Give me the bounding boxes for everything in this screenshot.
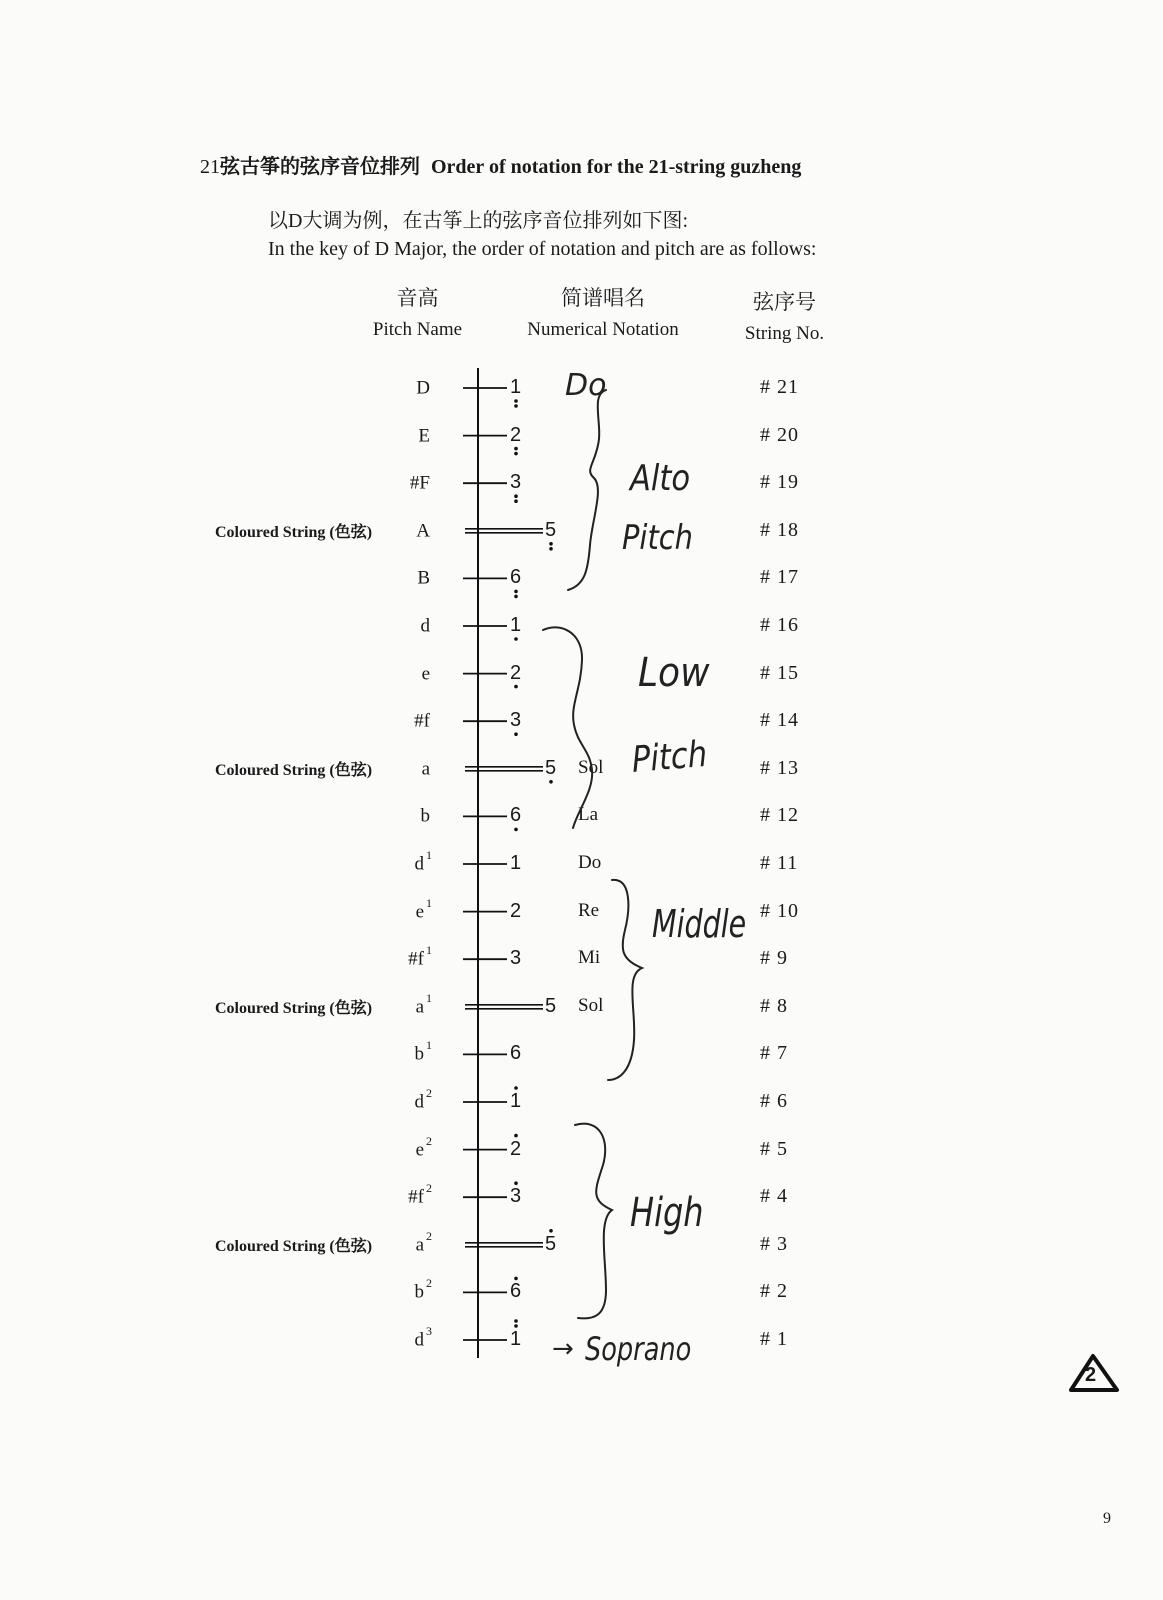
pitch-octave: 2 bbox=[426, 1133, 432, 1148]
pitch-letter: b bbox=[414, 1043, 424, 1065]
handwritten-low: Low bbox=[638, 650, 710, 696]
middle-brace bbox=[608, 880, 642, 1080]
string-number: # 12 bbox=[760, 804, 799, 827]
notation-number: 5 bbox=[545, 1232, 557, 1255]
pitch-letter: d bbox=[420, 615, 430, 637]
handwritten-alto-pitch: Pitch bbox=[622, 518, 694, 558]
pitch-letter: E bbox=[418, 424, 430, 446]
pitch-letter: a bbox=[415, 996, 424, 1018]
notation-number: 2 bbox=[510, 661, 522, 684]
handwritten-high: High bbox=[630, 1190, 704, 1236]
alto-brace bbox=[568, 390, 606, 590]
coloured-string-label: Coloured String (色弦) bbox=[215, 523, 373, 541]
string-number: # 3 bbox=[760, 1232, 788, 1255]
handwritten-soprano-arrow: → bbox=[552, 1334, 574, 1364]
pitch-letter: #F bbox=[409, 472, 430, 494]
string-number: # 1 bbox=[760, 1328, 788, 1350]
intro-en: In the key of D Major, the order of notation and pitch are as follows: bbox=[268, 238, 817, 260]
pitch-octave: 2 bbox=[426, 1276, 432, 1291]
string-number: # 4 bbox=[760, 1185, 788, 1208]
handwritten-soprano: Soprano bbox=[585, 1330, 692, 1368]
pitch-letter: d bbox=[414, 1091, 424, 1113]
solfege-syllable: La bbox=[578, 804, 599, 826]
pitch-octave: 1 bbox=[426, 1038, 432, 1053]
pitch-letter: D bbox=[416, 377, 430, 399]
pitch-letter: e bbox=[415, 1138, 424, 1160]
pitch-letter: #f bbox=[408, 1186, 424, 1208]
pitch-octave: 2 bbox=[426, 1228, 432, 1243]
notation-number: 1 bbox=[510, 1090, 522, 1112]
notation-number: 1 bbox=[510, 614, 522, 636]
notation-number: 6 bbox=[510, 1280, 522, 1303]
solfege-syllable: Sol bbox=[578, 994, 604, 1016]
string-number: # 6 bbox=[760, 1090, 788, 1112]
pitch-letter: #f bbox=[414, 710, 430, 732]
handwritten-alto: Alto bbox=[630, 458, 691, 499]
pitch-octave: 3 bbox=[426, 1324, 432, 1338]
notation-number: 2 bbox=[510, 899, 522, 922]
pitch-octave: 1 bbox=[426, 990, 432, 1005]
intro-zh: 以D大调为例，在古筝上的弦序音位排列如下图: bbox=[268, 210, 688, 232]
pitch-letter: b bbox=[414, 1281, 424, 1303]
solfege-syllable: Do bbox=[578, 852, 602, 873]
handwritten-do: Do bbox=[565, 368, 607, 403]
string-number: # 7 bbox=[760, 1042, 788, 1065]
notation-number: 1 bbox=[510, 852, 522, 874]
solfege-syllable: Sol bbox=[578, 756, 604, 778]
notation-number: 1 bbox=[510, 376, 522, 398]
notation-number: 2 bbox=[510, 1137, 522, 1160]
string-number: # 9 bbox=[760, 947, 788, 970]
string-number: # 11 bbox=[760, 852, 799, 874]
column-header-pitch-zh: 音高 bbox=[396, 286, 439, 310]
pitch-letter: b bbox=[420, 805, 430, 827]
string-number: # 2 bbox=[760, 1280, 788, 1303]
notation-number: 3 bbox=[510, 471, 522, 494]
pitch-letter: a bbox=[421, 758, 430, 780]
pitch-octave: 2 bbox=[426, 1086, 432, 1100]
pitch-letter: d bbox=[414, 1329, 424, 1351]
column-header-notation-en: Numerical Notation bbox=[527, 319, 679, 340]
pitch-octave: 1 bbox=[426, 848, 432, 862]
string-number: # 14 bbox=[760, 709, 799, 732]
string-number: # 10 bbox=[760, 899, 799, 922]
heading-title-zh: 弦古筝的弦序音位排列 bbox=[220, 156, 420, 178]
notation-number: 3 bbox=[510, 1185, 522, 1208]
string-number: # 17 bbox=[760, 566, 799, 589]
notation-number: 3 bbox=[510, 947, 522, 970]
column-header-pitch-en: Pitch Name bbox=[372, 319, 463, 340]
pitch-letter: e bbox=[415, 900, 424, 922]
heading-number: 21 bbox=[200, 156, 220, 178]
pitch-letter: #f bbox=[408, 948, 424, 970]
pitch-letter: e bbox=[421, 662, 430, 684]
corner-mark: 9 bbox=[1103, 1510, 1111, 1527]
column-header-string-zh: 弦序号 bbox=[753, 290, 816, 314]
string-number: # 5 bbox=[760, 1137, 788, 1160]
solfege-syllable: Re bbox=[578, 899, 600, 921]
notation-number: 6 bbox=[510, 1042, 522, 1065]
pitch-letter: A bbox=[416, 520, 430, 542]
notation-number: 5 bbox=[545, 756, 557, 779]
heading-title-en: Order of notation for the 21-string guzheng bbox=[431, 156, 802, 178]
column-header-notation-zh: 简谱唱名 bbox=[561, 286, 645, 310]
string-number: # 18 bbox=[760, 518, 799, 541]
pitch-letter: B bbox=[417, 567, 430, 589]
notation-number: 6 bbox=[510, 566, 522, 589]
pitch-octave: 2 bbox=[426, 1181, 432, 1196]
notation-number: 3 bbox=[510, 709, 522, 732]
low-brace bbox=[543, 627, 592, 828]
solfege-syllable: Mi bbox=[578, 947, 601, 969]
notation-number: 5 bbox=[545, 518, 557, 541]
notation-number: 2 bbox=[510, 423, 522, 446]
page-badge-number: 2 bbox=[1085, 1364, 1097, 1386]
string-number: # 8 bbox=[760, 994, 788, 1017]
high-brace bbox=[575, 1124, 612, 1319]
notation-number: 1 bbox=[510, 1328, 522, 1350]
handwritten-middle: Middle bbox=[652, 902, 747, 946]
column-header-string-en: String No. bbox=[744, 323, 825, 344]
page-badge bbox=[1065, 1350, 1123, 1401]
pitch-letter: d bbox=[414, 853, 424, 875]
coloured-string-label: Coloured String (色弦) bbox=[215, 1237, 373, 1255]
handwritten-low-pitch: Pitch bbox=[630, 733, 709, 781]
coloured-string-label: Coloured String (色弦) bbox=[215, 999, 373, 1017]
string-number: # 13 bbox=[760, 756, 799, 779]
string-number: # 21 bbox=[760, 376, 799, 398]
string-number: # 19 bbox=[760, 471, 799, 494]
coloured-string-label: Coloured String (色弦) bbox=[215, 761, 373, 779]
notation-number: 6 bbox=[510, 804, 522, 827]
pitch-octave: 1 bbox=[426, 895, 432, 910]
pitch-octave: 1 bbox=[426, 943, 432, 958]
string-number: # 20 bbox=[760, 423, 799, 446]
pitch-letter: a bbox=[415, 1234, 424, 1256]
string-number: # 15 bbox=[760, 661, 799, 684]
string-number: # 16 bbox=[760, 614, 799, 636]
notation-number: 5 bbox=[545, 994, 557, 1017]
